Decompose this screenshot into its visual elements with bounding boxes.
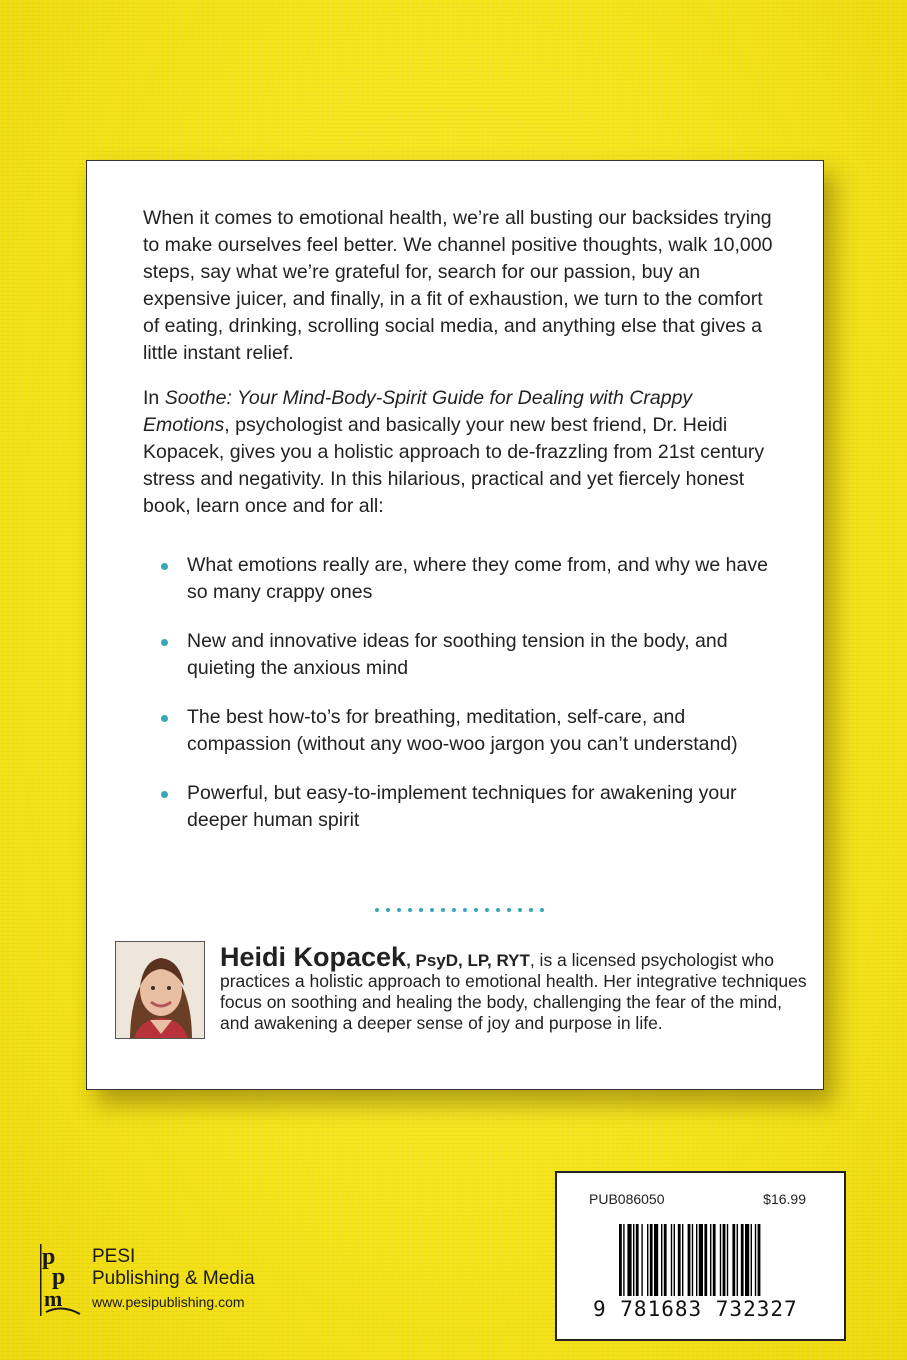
- author-bio-text: [220, 942, 810, 1034]
- description-panel: [86, 160, 824, 1090]
- bullet-dot-icon: [161, 791, 168, 798]
- isbn-digits: 9 781683 732327: [593, 1297, 798, 1321]
- author-name: Heidi Kopacek: [220, 942, 407, 972]
- author-portrait-icon: [116, 942, 205, 1039]
- list-item-text: New and innovative ideas for soothing tension in the body, and quieting the anxious mind: [187, 630, 728, 679]
- list-item: [143, 704, 783, 758]
- list-item-text: The best how-to’s for breathing, meditation, self-care, and compassion (without any woo-woo jargon you can’t understand): [187, 706, 738, 755]
- author-credentials: , PsyD, LP, RYT: [406, 951, 530, 970]
- price: $16.99: [763, 1191, 806, 1207]
- benefits-list: [143, 552, 783, 834]
- book-title: Soothe: Your Mind-Body-Spirit Guide for Dealing with Crappy Emotions: [143, 387, 693, 436]
- publisher-name-line-2: Publishing & Media: [92, 1268, 255, 1289]
- svg-text:p: p: [52, 1264, 66, 1290]
- publisher-url: www.pesipublishing.com: [92, 1294, 245, 1310]
- author-photo: [115, 941, 205, 1039]
- bullet-dot-icon: [161, 563, 168, 570]
- publisher-block: [40, 1244, 300, 1316]
- svg-text:p: p: [42, 1244, 56, 1270]
- bullet-dot-icon: [161, 715, 168, 722]
- barcode-box: [555, 1171, 846, 1341]
- dotted-divider: [375, 908, 545, 916]
- author-bio: [115, 941, 805, 1041]
- description-paragraph-1: When it comes to emotional health, we’re all busting our backsides trying to make ourselves feel better. We channel positive thoughts, walk 10,000 steps, say what we’re grateful for, search for our passion, buy an expensive juicer, and finally, in a fit of exhaustion, we turn to the comfort of eating, drinking, scrolling social media, and anything else that gives a little instant relief.: [143, 207, 773, 364]
- publisher-name-line-1: PESI: [92, 1246, 136, 1267]
- description-copy: [143, 205, 783, 856]
- list-item: [143, 628, 783, 682]
- list-item-text: Powerful, but easy-to-implement techniques for awakening your deeper human spirit: [187, 782, 737, 831]
- list-item: [143, 780, 783, 834]
- product-code: PUB086050: [589, 1191, 665, 1207]
- barcode-icon: [619, 1224, 799, 1296]
- description-paragraph-2: [143, 385, 783, 520]
- list-item-text: What emotions really are, where they come from, and why we have so many crappy ones: [187, 554, 768, 603]
- paragraph-2-prefix: In: [143, 387, 165, 409]
- list-item: [143, 552, 783, 606]
- author-bio-body: , is a licensed psychologist who practices a holistic approach to emotional health. Her integrative techniques focus on soothing and healing the body, challenging the fear of the mind, and awakening a deeper sense of joy and purpose in life.: [220, 950, 807, 1033]
- paragraph-2-rest: , psychologist and basically your new best friend, Dr. Heidi Kopacek, gives you a holistic approach to de-frazzling from 21st century stress and negativity. In this hilarious, practical and yet fiercely honest book, learn once and for all:: [143, 414, 765, 517]
- bullet-dot-icon: [161, 639, 168, 646]
- publisher-logo-icon: [40, 1244, 86, 1316]
- svg-text:m: m: [44, 1286, 63, 1311]
